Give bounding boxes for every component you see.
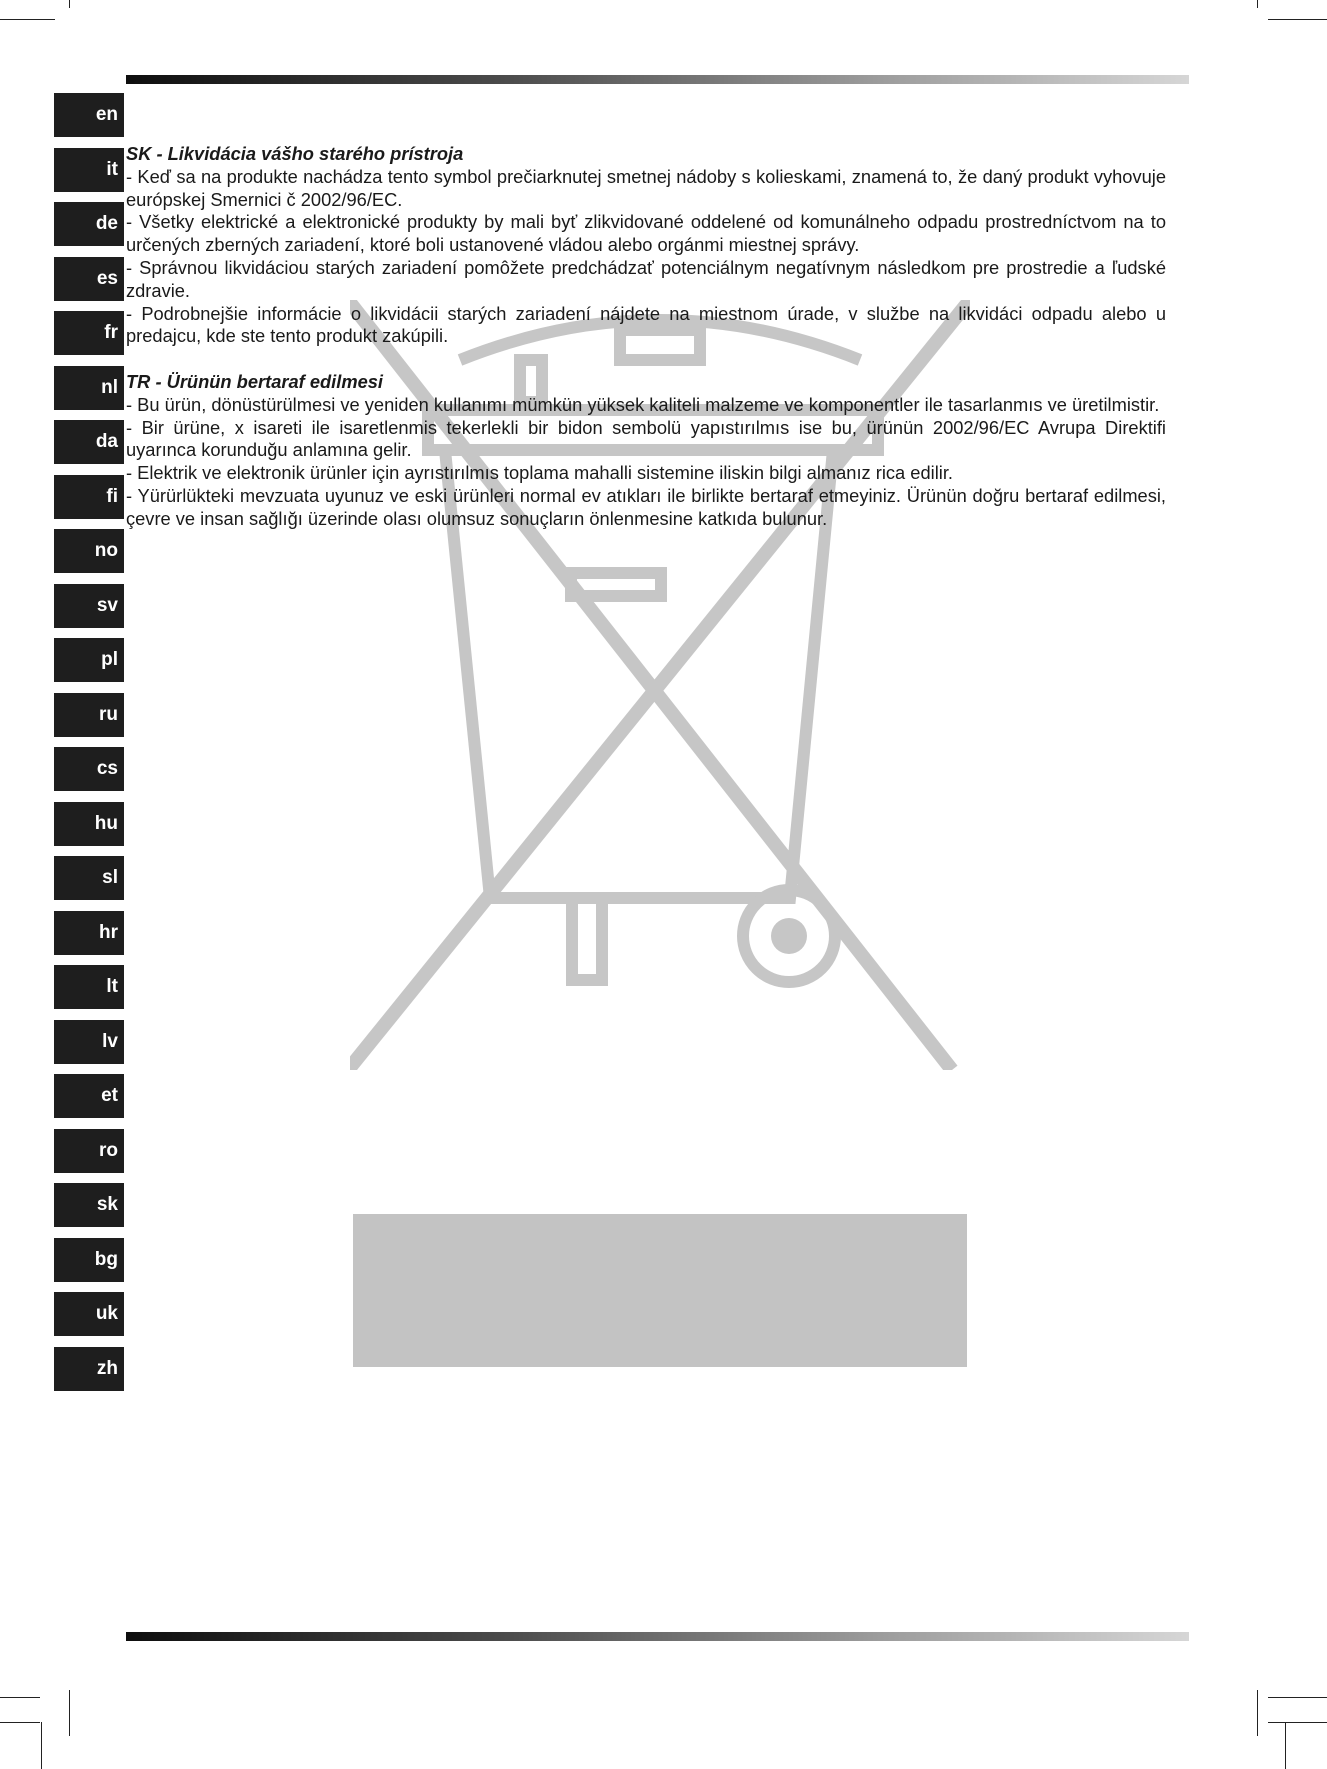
lang-tab-en[interactable]: en	[54, 93, 124, 137]
section-heading: TR - Ürünün bertaraf edilmesi	[126, 370, 383, 392]
crop-mark	[69, 1690, 70, 1736]
paragraph: - Keď sa na produkte nachádza tento symbol prečiarknutej smetnej nádoby s kolieskami, znamená to, že daný produkt vyhovuje európskej Smernici č 2002/96/EC.	[126, 165, 1166, 210]
section-heading: SK - Likvidácia vášho starého prístroja	[126, 143, 464, 164]
paragraph: - Bu ürün, dönüstürülmesi ve yeniden kullanımı mümkün yüksek kaliteli malzeme ve komponentler ile tasarlanmıs ve üretilmistir.	[126, 393, 1160, 415]
crop-mark	[1268, 1697, 1327, 1698]
lang-tab-uk[interactable]: uk	[54, 1292, 124, 1336]
gray-panel	[353, 1214, 967, 1367]
section-tr	[126, 371, 1166, 531]
lang-tab-sk[interactable]: sk	[54, 1183, 124, 1227]
lang-tab-pl[interactable]: pl	[54, 638, 124, 682]
lang-tab-et[interactable]: et	[54, 1074, 124, 1118]
crop-mark	[1257, 1690, 1258, 1736]
lang-tab-lt[interactable]: lt	[54, 965, 124, 1009]
lang-tab-nl[interactable]: nl	[54, 366, 124, 410]
lang-tab-it[interactable]: it	[54, 148, 124, 192]
lang-tab-no[interactable]: no	[54, 529, 124, 573]
paragraph: - Yürürlükteki mevzuata uyunuz ve eski ürünleri normal ev atıkları ile birlikte bertaraf etmeyiniz. Ürünün doğru bertaraf edilmesi, çevre ve insan sağlığı üzerinde olası olumsuz sonuçların önlenmesine katkıda bulunur.	[126, 484, 1166, 529]
paragraph: - Správnou likvidáciou starých zariadení pomôžete predchádzať potenciálnym negatívnym následkom pre prostredie a ľudské zdravie.	[126, 256, 1166, 301]
lang-tab-da[interactable]: da	[54, 420, 124, 464]
header-gradient-bar	[126, 75, 1189, 84]
disposal-text	[126, 143, 1166, 531]
lang-tab-de[interactable]: de	[54, 202, 124, 246]
lang-tab-sl[interactable]: sl	[54, 856, 124, 900]
crop-mark	[1257, 0, 1258, 8]
crop-mark	[0, 1722, 40, 1723]
crop-mark	[1285, 1722, 1286, 1769]
section-sk	[126, 143, 1166, 348]
crop-mark	[1268, 19, 1327, 20]
lang-tab-bg[interactable]: bg	[54, 1238, 124, 1282]
lang-tab-ru[interactable]: ru	[54, 693, 124, 737]
paragraph: - Všetky elektrické a elektronické produkty by mali byť zlikvidované oddelené od komunálneho odpadu prostredníctvom na to určených zberných zariadení, ktoré boli ustanovené vládou alebo orgánmi miestnej správy.	[126, 211, 1166, 256]
crop-mark	[69, 0, 70, 8]
crop-mark	[0, 1697, 40, 1698]
footer-gradient-bar	[126, 1632, 1189, 1641]
crop-mark	[0, 19, 55, 20]
lang-tab-zh[interactable]: zh	[54, 1347, 124, 1391]
lang-tab-sv[interactable]: sv	[54, 584, 124, 628]
paragraph: - Bir ürüne, x isareti ile isaretlenmis tekerlekli bir bidon sembolü yapıstırılmıs ise bu, ürünün 2002/96/EC Avrupa Direktifi uyarınca korunduğu anlamına gelir.	[126, 416, 1166, 461]
lang-tab-fi[interactable]: fi	[54, 475, 124, 519]
paragraph: - Elektrik ve elektronik ürünler için ayrıstırılmıs toplama mahalli sistemine iliskin bilgi almanız rica edilir.	[126, 462, 953, 484]
lang-tab-hr[interactable]: hr	[54, 911, 124, 955]
lang-tab-cs[interactable]: cs	[54, 747, 124, 791]
lang-tab-es[interactable]: es	[54, 257, 124, 301]
crop-mark	[1268, 1722, 1327, 1723]
lang-tab-fr[interactable]: fr	[54, 311, 124, 355]
paragraph: - Podrobnejšie informácie o likvidácii starých zariadení nájdete na miestnom úrade, v službe na likvidáci odpadu alebo u predajcu, kde ste tento produkt zakúpili.	[126, 302, 1166, 347]
crop-mark	[41, 1722, 42, 1769]
lang-tab-lv[interactable]: lv	[54, 1020, 124, 1064]
lang-tab-hu[interactable]: hu	[54, 802, 124, 846]
lang-tab-ro[interactable]: ro	[54, 1129, 124, 1173]
